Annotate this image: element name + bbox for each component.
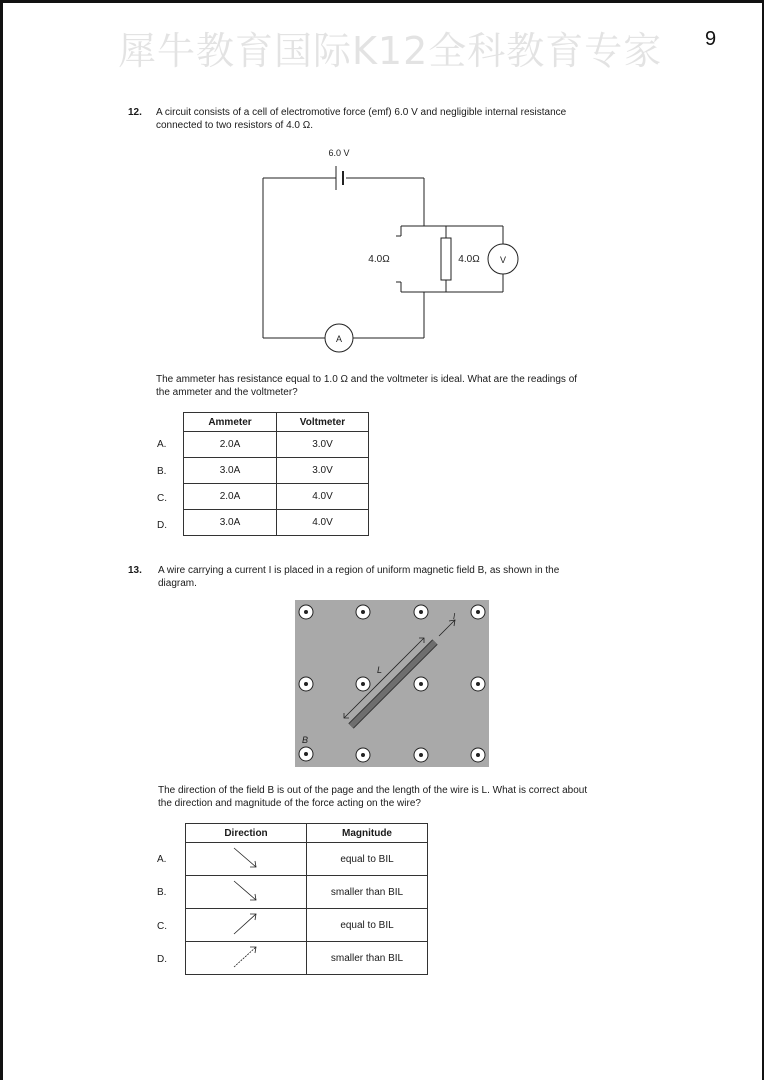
q13-text-line2: diagram.: [158, 578, 197, 589]
field-out-of-page-icon: [356, 748, 370, 762]
length-label: L: [377, 665, 383, 675]
q12-header-ammeter: Ammeter: [184, 413, 277, 432]
q12-follow-line2: the ammeter and the voltmeter?: [156, 387, 298, 398]
q13-answer-table: [185, 823, 428, 975]
q12-option-c-label[interactable]: C.: [157, 493, 167, 504]
q13-a-magnitude: equal to BIL: [307, 843, 428, 876]
q13-d-direction: [186, 942, 307, 975]
field-out-of-page-icon: [299, 605, 313, 619]
q13-b-magnitude: smaller than BIL: [307, 876, 428, 909]
q13-c-magnitude: equal to BIL: [307, 909, 428, 942]
table-row: [186, 876, 428, 909]
q12-circuit-diagram: [255, 140, 525, 355]
arrow-down-right-icon: [231, 845, 261, 871]
q13-d-magnitude: smaller than BIL: [307, 942, 428, 975]
field-label: B: [302, 735, 309, 745]
q13-option-a-label[interactable]: A.: [157, 854, 167, 865]
field-out-of-page-icon: [471, 605, 485, 619]
page-number: 9: [705, 28, 717, 50]
q12-option-d-label[interactable]: D.: [157, 520, 167, 531]
q12-follow-line1: The ammeter has resistance equal to 1.0 Ω and the voltmeter is ideal. What are the readings of: [156, 374, 578, 385]
table-row: [186, 942, 428, 975]
field-out-of-page-icon: [356, 605, 370, 619]
q12-answer-table: [183, 412, 369, 536]
table-row: [184, 432, 369, 458]
emf-label: 6.0 V: [328, 148, 350, 158]
q13-a-direction: [186, 843, 307, 876]
field-out-of-page-icon: [356, 677, 370, 691]
q13-b-direction: [186, 876, 307, 909]
q13-option-d-label[interactable]: D.: [157, 954, 167, 965]
resistor1-label: 4.0Ω: [368, 254, 390, 265]
q13-field-diagram: [295, 600, 489, 767]
q12-text-line2: connected to two resistors of 4.0 Ω.: [156, 120, 313, 131]
q13-follow-line2: the direction and magnitude of the force acting on the wire?: [158, 798, 421, 809]
q12-c-voltmeter: 4.0V: [277, 484, 369, 510]
field-out-of-page-icon: [414, 677, 428, 691]
q12-a-voltmeter: 3.0V: [277, 432, 369, 458]
field-out-of-page-icon: [471, 677, 485, 691]
page-border-left: [0, 0, 3, 1080]
voltmeter-label: V: [499, 255, 507, 265]
field-out-of-page-icon: [471, 748, 485, 762]
arrow-down-right-icon: [231, 878, 261, 904]
field-out-of-page-icon: [414, 748, 428, 762]
q13-follow-text: [158, 784, 638, 810]
q12-b-ammeter: 3.0A: [184, 458, 277, 484]
table-row: [184, 484, 369, 510]
q12-d-ammeter: 3.0A: [184, 510, 277, 536]
resistor2-label: 4.0Ω: [458, 254, 480, 265]
q13-option-b-label[interactable]: B.: [157, 887, 167, 898]
table-row: [184, 458, 369, 484]
q12-header-voltmeter: Voltmeter: [277, 413, 369, 432]
field-out-of-page-icon: [299, 677, 313, 691]
q13-header-magnitude: Magnitude: [307, 824, 428, 843]
q12-a-ammeter: 2.0A: [184, 432, 277, 458]
q12-text-line1: A circuit consists of a cell of electromotive force (emf) 6.0 V and negligible internal resistance: [156, 107, 567, 118]
q12-text: [156, 106, 626, 132]
q13-option-c-label[interactable]: C.: [157, 921, 167, 932]
q13-text-line1: A wire carrying a current I is placed in a region of uniform magnetic field B, as shown in the: [158, 565, 560, 576]
q13-text: [158, 564, 628, 590]
q13-follow-line1: The direction of the field B is out of the page and the length of the wire is L. What is correct about: [158, 785, 588, 796]
field-out-of-page-icon: [299, 747, 313, 761]
field-out-of-page-icon: [414, 605, 428, 619]
q13-header-direction: Direction: [186, 824, 307, 843]
q13-number: 13.: [128, 565, 142, 576]
watermark: 犀牛教育国际K12全科教育专家: [118, 29, 663, 73]
page-border-top: [0, 0, 764, 3]
arrow-up-right-icon: [231, 911, 261, 937]
table-row: [186, 843, 428, 876]
current-label: I: [453, 612, 456, 621]
q12-d-voltmeter: 4.0V: [277, 510, 369, 536]
q12-follow-text: [156, 373, 636, 399]
table-row: [184, 510, 369, 536]
arrow-up-right-icon: [231, 944, 261, 970]
ammeter-label: A: [335, 334, 343, 344]
q12-b-voltmeter: 3.0V: [277, 458, 369, 484]
q13-c-direction: [186, 909, 307, 942]
q12-number: 12.: [128, 107, 142, 118]
q12-option-a-label[interactable]: A.: [157, 439, 167, 450]
q12-c-ammeter: 2.0A: [184, 484, 277, 510]
table-row: [186, 909, 428, 942]
q12-option-b-label[interactable]: B.: [157, 466, 167, 477]
